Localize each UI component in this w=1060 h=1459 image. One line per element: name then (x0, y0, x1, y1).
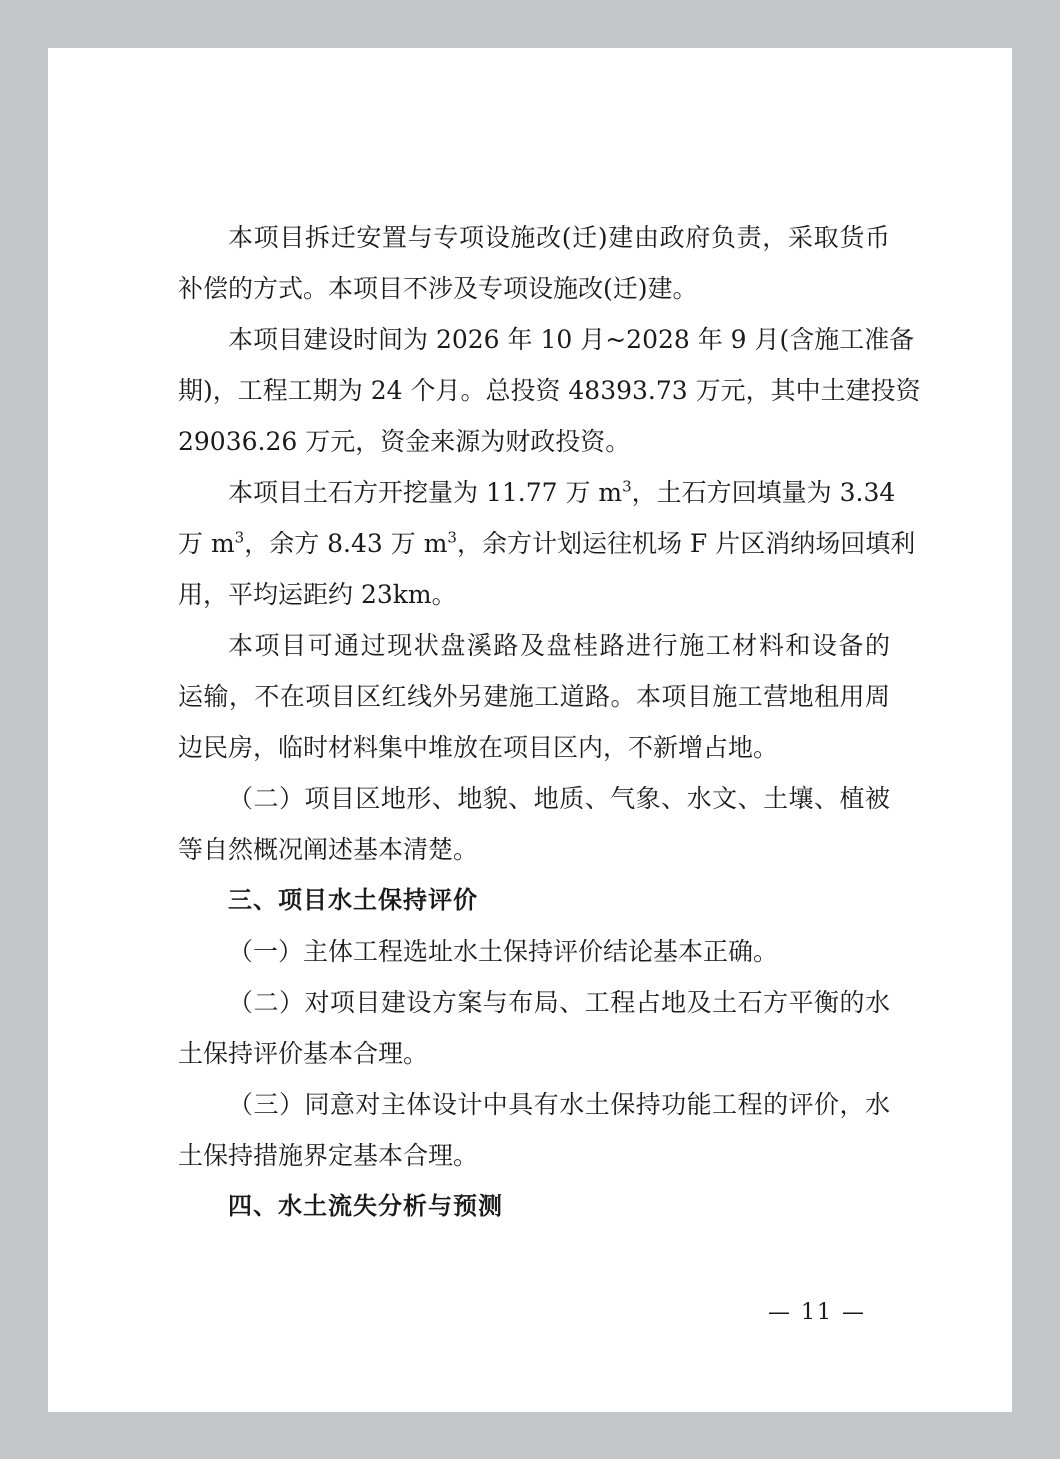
section-heading: 三、项目水土保持评价 (228, 886, 478, 914)
paragraph-line: 补偿的方式。本项目不涉及专项设施改(迁)建。 (178, 274, 698, 303)
paragraph-line: 本项目可通过现状盘溪路及盘桂路进行施工材料和设备的 (228, 631, 890, 660)
paragraph-line: 等自然概况阐述基本清楚。 (178, 835, 479, 864)
text-run: ，余方计划运往机场 F 片区消纳场回填利 (456, 529, 916, 558)
document-body (178, 212, 921, 1232)
paragraph-line: 用，平均运距约 23km。 (178, 580, 457, 609)
superscript: 3 (234, 528, 245, 547)
document-page (48, 48, 1012, 1412)
paragraph-line (178, 467, 896, 518)
paragraph-line: 本项目建设时间为 2026 年 10 月~2028 年 9 月(含施工准备 (228, 325, 915, 354)
list-item-line: （一）主体工程选址水土保持评价结论基本正确。 (228, 937, 779, 966)
paragraph-line: （二）项目区地形、地貌、地质、气象、水文、土壤、植被 (228, 784, 890, 813)
page-number: — 11 — (768, 1300, 866, 1325)
list-item-line: （三）同意对主体设计中具有水土保持功能工程的评价，水 (228, 1090, 890, 1119)
superscript: 3 (447, 528, 457, 547)
paragraph-line: 边民房，临时材料集中堆放在项目区内，不新增占地。 (178, 733, 779, 762)
paragraph-line: 期)，工程工期为 24 个月。总投资 48393.73 万元，其中土建投资 (178, 376, 921, 405)
paragraph-line: 29036.26 万元，资金来源为财政投资。 (178, 427, 631, 456)
text-run: ，土石方回填量为 3.34 (631, 478, 896, 507)
paragraph-line (178, 518, 916, 569)
list-item-line: （二）对项目建设方案与布局、工程占地及土石方平衡的水 (228, 988, 890, 1017)
text-run: ，余方 8.43 万 m (244, 529, 448, 558)
text-run: 本项目土石方开挖量为 11.77 万 m (228, 478, 623, 507)
superscript: 3 (622, 477, 632, 496)
paragraph-line: 运输，不在项目区红线外另建施工道路。本项目施工营地租用周 (178, 682, 890, 711)
list-item-line: 土保持评价基本合理。 (178, 1039, 429, 1068)
section-heading: 四、水土流失分析与预测 (228, 1192, 503, 1220)
list-item-line: 土保持措施界定基本合理。 (178, 1141, 479, 1170)
text-run: 万 m (178, 529, 235, 558)
paragraph-line: 本项目拆迁安置与专项设施改(迁)建由政府负责，采取货币 (228, 223, 890, 252)
